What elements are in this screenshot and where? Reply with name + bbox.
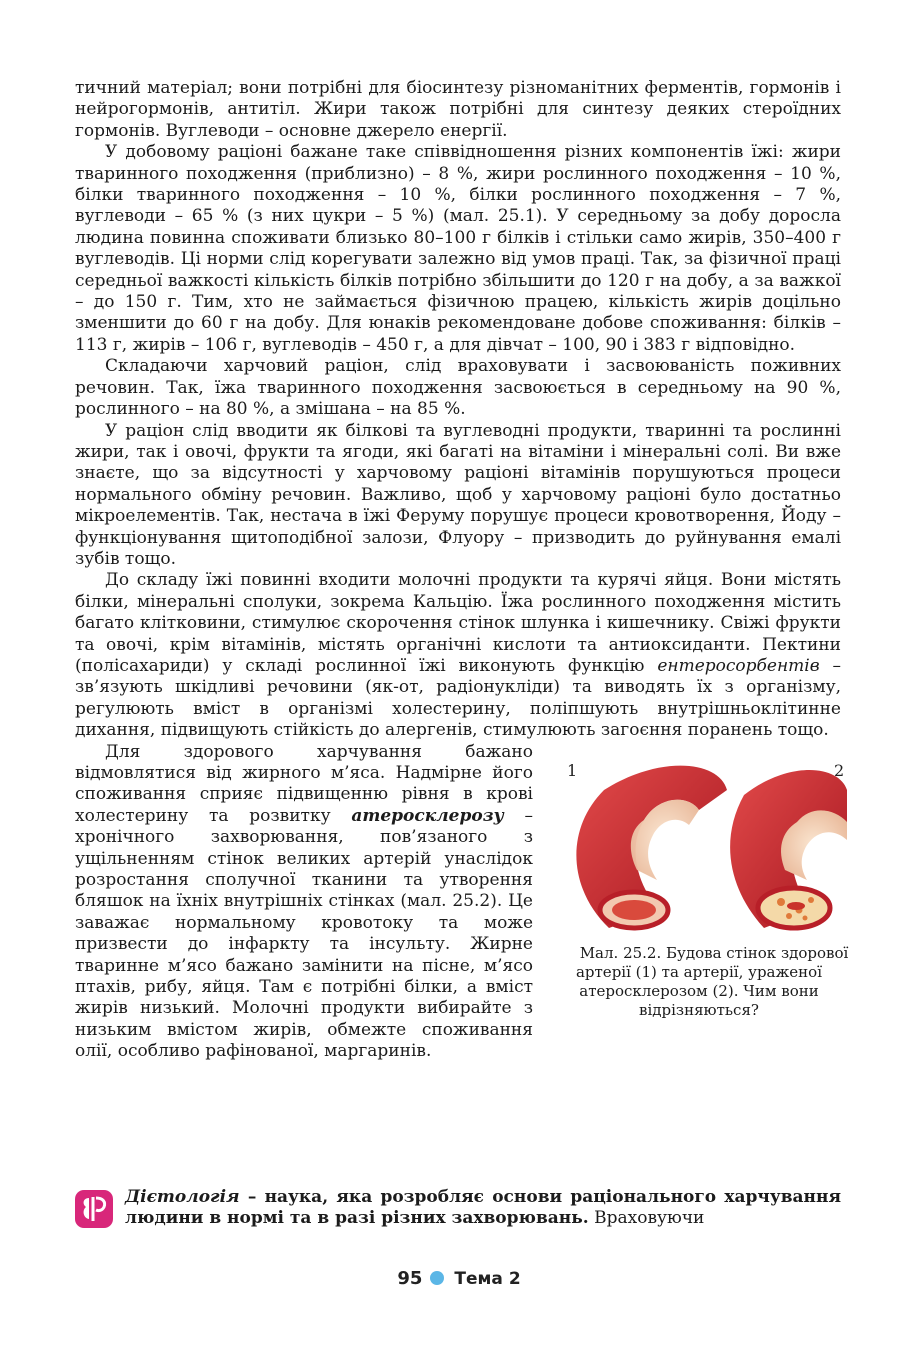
topic-label: Тема 2 xyxy=(454,1269,521,1289)
definition-icon xyxy=(75,1190,113,1228)
definition-text xyxy=(125,1187,841,1230)
term-atherosclerosis: атеросклерозу xyxy=(351,805,504,826)
definition-bold: – наука, яка розробляє основи раціонального харчування людини в нормі та в разі різних захворювань. xyxy=(125,1187,841,1229)
figure-label-1: 1 xyxy=(567,760,578,780)
paragraph-6-end: – хронічного захворювання, пов’язаного з ущільненням стінок великих артерій унаслідок розростання сполучної тканини та утворення бляшок на їхніх внутрішніх стінках (мал. 25.2). Це заважає нормальному кровотоку та може призвести до інфаркту та інсульту. Жирне тваринне м’ясо бажано замінити на пісне, м’ясо птахів, рибу, яйця. Там є потрібні білки, а вміст жирів низький. Молочні продукти вибирайте з низьким вмістом жирів, обмежте споживання олії, особливо рафінованої, маргаринів. xyxy=(75,805,534,1062)
bullet-dot-icon xyxy=(430,1271,444,1285)
figure-25-2 xyxy=(549,750,849,1020)
figure-caption: Мал. 25.2. Будова стінок здорової артерії (1) та артерії, ураженої атеросклерозом (2). Чим вони відрізняються? xyxy=(575,943,849,1019)
paragraph-1: тичний матеріал; вони потрібні для біосинтезу різноманітних ферментів, гормонів і нейрогормонів, антитіл. Жири також потрібні для синтезу деяких стероїдних гормонів. Вуглеводи – основне джерело енергії. xyxy=(75,78,841,141)
paragraph-4: У раціон слід вводити як білкові та вуглеводні продукти, тваринні та рослинні жири, так і овочі, фрукти та ягоди, які багаті на вітаміни і мінеральні солі. Ви вже знаєте, що за відсутності у харчовому раціоні вітамінів порушуються процеси нормального обміну речовин. Важливо, щоб у харчовому раціоні було достатньо мікроелементів. Так, нестача в їжі Феруму порушує процеси кровотворення, Йоду – функціонування щитоподібної залози, Флуору – призводить до руйнування емалі зубів тощо. xyxy=(75,420,841,569)
artery-illustration xyxy=(549,750,849,940)
definition-block xyxy=(75,1187,841,1230)
paragraph-3: Складаючи харчовий раціон, слід враховувати і засвоюваність поживних речовин. Так, їжа тваринного походження засвоюється в середньому на 90 %, рослинного – на 80 %, а змішана – на 85 %. xyxy=(75,356,841,420)
definition-continuation: Враховуючи xyxy=(588,1208,705,1229)
paragraph-5-end: – зв’язують шкідливі речовини (як-от, радіонукліди) та виводять їх з організму, регулюють вміст в організмі холестерину, поліпшують внутрішньоклітинне дихання, підвищують стійкість до алергенів, стимулюють загоєння поранень тощо. xyxy=(75,655,842,741)
definition-term: Дієтологія xyxy=(125,1187,240,1207)
paragraph-5 xyxy=(75,570,841,741)
diseased-artery xyxy=(730,770,847,928)
paragraph-6 xyxy=(75,741,849,1063)
healthy-artery xyxy=(576,765,727,927)
figure-label-2: 2 xyxy=(834,760,845,780)
paragraph-5-start: До складу їжі повинні входити молочні продукти та курячі яйця. Вони містять білки, мінеральні сполуки, зокрема Кальцію. Їжа рослинного походження містить багато клітковини, стимулює скорочення стінок шлунка і кишечнику. Свіжі фрукти та овочі, крім вітамінів, містять органічні кислоти та антиоксиданти. Пектини (полісахариди) у складі рослинної їжі виконують функцію xyxy=(75,570,841,676)
paragraph-2: У добовому раціоні бажане таке співвідношення різних компонентів їжі: жири тваринного походження (приблизно) – 8 %, жири рослинного походження – 10 %, білки тваринного походження – 10 %, білки рослинного походження – 7 %, вуглеводи – 65 % (з них цукри – 5 %) (мал. 25.1). У середньому за добу доросла людина повинна споживати близько 80–100 г білків і стільки само жирів, 350–400 г вуглеводів. Ці норми слід корегувати залежно від умов праці. Так, за фізичної праці середньої важкості кількість білків потрібно збільшити до 120 г на добу, а за важкої – до 150 г. Тим, хто не займається фізичною працею, кількість жирів доцільно зменшити до 60 г на добу. Для юнаків рекомендоване добове споживання: білків – 113 г, жирів – 106 г, вуглеводів – 450 г, а для дівчат – 100, 90 і 383 г відповідно. xyxy=(75,142,841,355)
term-enterosorbents: ентеросорбентів xyxy=(657,655,820,676)
paragraph-6-start: Для здорового харчування бажано відмовлятися від жирного м’яса. Надмірне його споживання сприяє підвищенню рівня в крові холестерину та розвитку xyxy=(75,741,533,826)
page-number: 95 xyxy=(397,1268,423,1289)
page-footer xyxy=(0,1268,918,1289)
page-body xyxy=(75,78,849,1063)
